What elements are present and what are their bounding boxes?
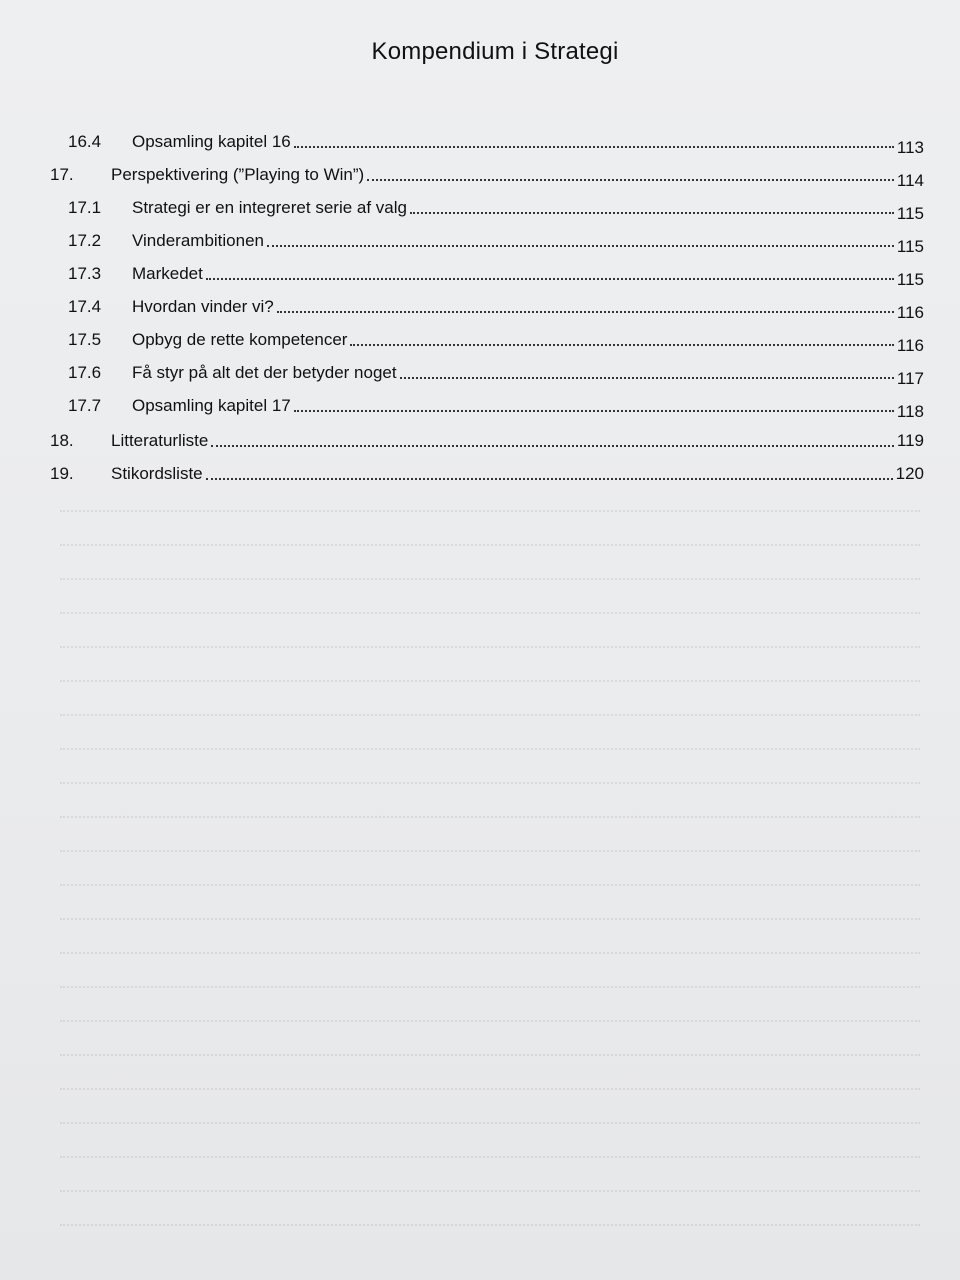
bleed-line [60,952,920,954]
toc-leader-dots [294,146,894,148]
bleed-line [60,782,920,784]
toc-entry [68,194,924,223]
toc-leader-dots [367,179,894,181]
toc-page-number: 116 [896,303,924,322]
toc-leader-dots [410,212,894,214]
bleed-line [60,1224,920,1226]
toc-entry [68,260,924,289]
toc-page-number: 114 [896,171,924,190]
toc-page-number: 113 [896,138,924,157]
bleed-line [60,918,920,920]
toc-leader-dots [350,344,893,346]
toc-leader-dots [267,245,894,247]
toc-entry [50,427,924,451]
toc-entry [68,326,924,355]
toc-page-number: 116 [896,336,924,355]
toc-title: Hvordan vinder vi? [132,297,274,316]
toc-leader-dots [294,410,894,412]
toc-number: 18. [50,431,74,450]
bleed-line [60,544,920,546]
bleed-line [60,510,920,512]
bleed-line [60,1190,920,1192]
toc-page-number: 120 [895,464,924,483]
reverse-page-bleed-through [0,490,960,1280]
toc-title: Vinderambitionen [132,231,264,250]
toc-title: Opsamling kapitel 17 [132,396,291,415]
bleed-line [60,680,920,682]
toc-number: 17.1 [68,198,102,217]
toc-entry [50,460,924,484]
bleed-line [60,1054,920,1056]
toc-title: Perspektivering (”Playing to Win”) [111,165,365,184]
toc-leader-dots [206,278,894,280]
toc-title: Stikordsliste [111,464,203,483]
toc-entry [50,161,924,190]
bleed-line [60,612,920,614]
toc-number: 17.2 [68,231,102,250]
toc-title: Få styr på alt det der betyder noget [132,363,397,382]
bleed-line [60,1156,920,1158]
bleed-line [60,714,920,716]
page-title: Kompendium i Strategi [371,38,619,65]
toc-entry [68,227,924,256]
toc-number: 19. [50,464,74,483]
toc-page-number: 115 [896,204,924,223]
toc-leader-dots [211,445,894,447]
toc-page-number: 118 [896,402,924,421]
toc-entry [68,293,924,322]
toc-entry [68,392,924,421]
bleed-line [60,850,920,852]
bleed-line [60,1122,920,1124]
bleed-line [60,646,920,648]
toc-title: Markedet [132,264,203,283]
toc-title: Strategi er en integreret serie af valg [132,198,407,217]
toc-leader-dots [206,478,893,480]
toc-title: Litteraturliste [111,431,209,450]
toc-number: 17. [50,165,74,184]
toc-page-number: 117 [896,369,924,388]
toc-number: 17.5 [68,330,102,349]
toc-page-number: 119 [896,431,924,450]
toc-number: 17.7 [68,396,102,415]
toc-entry [68,359,924,388]
toc-number: 17.4 [68,297,102,316]
bleed-line [60,986,920,988]
toc-entry [68,128,924,157]
bleed-line [60,578,920,580]
toc-leader-dots [400,377,894,379]
bleed-line [60,748,920,750]
toc-number: 17.6 [68,363,102,382]
bleed-line [60,816,920,818]
bleed-line [60,1020,920,1022]
toc-number: 17.3 [68,264,102,283]
toc-leader-dots [277,311,894,313]
bleed-line [60,884,920,886]
toc-title: Opsamling kapitel 16 [132,132,291,151]
toc-page-number: 115 [896,270,924,289]
bleed-line [60,1088,920,1090]
toc-page-number: 115 [896,237,924,256]
toc-title: Opbyg de rette kompetencer [132,330,348,349]
toc-number: 16.4 [68,132,102,151]
